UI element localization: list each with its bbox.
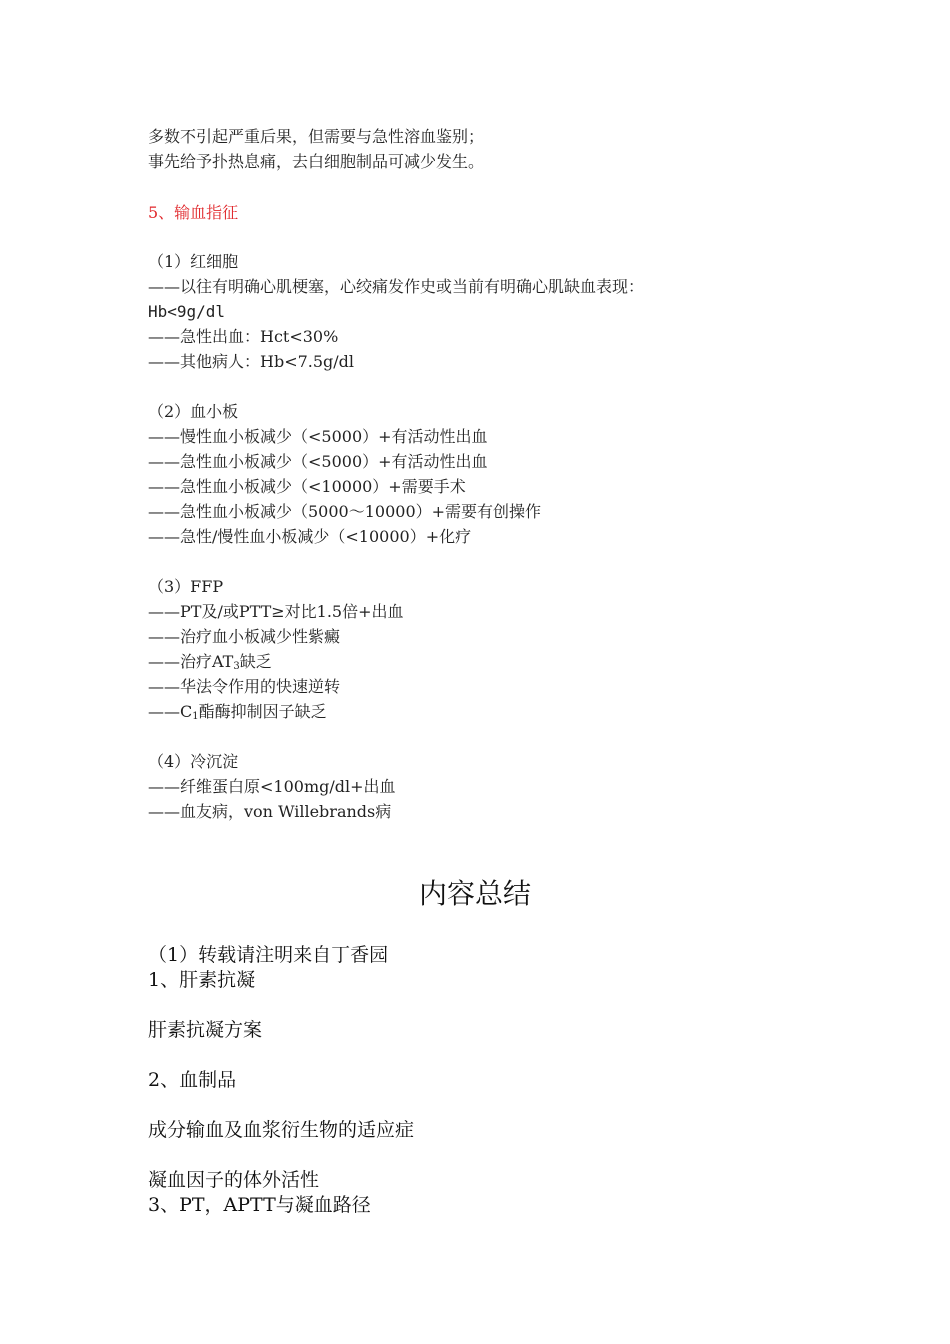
intro-line-2: 事先给予扑热息痛，去白细胞制品可减少发生。 [148,152,485,171]
summary-line-7: 3、PT，APTT与凝血路径 [148,1194,371,1216]
summary-line-5: 成分输血及血浆衍生物的适应症 [148,1119,415,1141]
cryo-heading: （4）冷沉淀 [148,752,239,771]
ffp-item-1: ——PT及/或PTT≥对比1.5倍+出血 [148,602,404,621]
platelet-item-5: ——急性/慢性血小板减少（<10000）+化疗 [148,527,472,546]
ffp-at3-suffix: 缺乏 [239,652,272,671]
platelet-heading: （2）血小板 [148,402,239,421]
ffp-at3-subscript: 3 [233,661,240,672]
platelet-item-2: ——急性血小板减少（<5000）+有活动性出血 [148,452,488,471]
cryo-item-1: ——纤维蛋白原<100mg/dl+出血 [148,777,396,796]
platelet-item-3: ——急性血小板减少（<10000）+需要手术 [148,477,466,496]
ffp-c1-subscript: 1 [192,711,199,722]
intro-line-1: 多数不引起严重后果，但需要与急性溶血鉴别； [148,127,485,146]
platelet-item-1: ——慢性血小板减少（<5000）+有活动性出血 [148,427,488,446]
summary-title: 内容总结 [418,877,531,910]
summary-line-6: 凝血因子的体外活性 [148,1169,320,1191]
ffp-item-2: ——治疗血小板减少性紫癜 [148,627,341,646]
section-5-heading: 5、输血指征 [148,203,239,222]
ffp-item-c1 [148,699,327,729]
rbc-item-1: ——以往有明确心肌梗塞，心绞痛发作史或当前有明确心肌缺血表现： [148,277,645,296]
summary-line-2: 1、肝素抗凝 [148,969,256,991]
rbc-heading: （1）红细胞 [148,252,239,271]
cryo-item-2: ——血友病，von Willebrands病 [148,802,392,821]
ffp-heading: （3）FFP [148,577,224,596]
ffp-item-warfarin: ——华法令作用的快速逆转 [148,677,341,696]
ffp-c1-suffix: 酯酶抑制因子缺乏 [198,702,327,721]
summary-line-1: （1）转载请注明来自丁香园 [148,944,389,966]
summary-line-3: 肝素抗凝方案 [148,1019,263,1041]
ffp-at3-prefix: ——治疗AT [148,652,234,671]
rbc-item-3: ——急性出血：Hct<30% [148,327,339,346]
rbc-item-2: Hb<9g/dl [148,302,226,321]
ffp-c1-prefix: ——C [148,702,193,721]
rbc-item-4: ——其他病人：Hb<7.5g/dl [148,352,355,371]
summary-line-4: 2、血制品 [148,1069,237,1091]
platelet-item-4: ——急性血小板减少（5000～10000）+需要有创操作 [148,502,542,521]
